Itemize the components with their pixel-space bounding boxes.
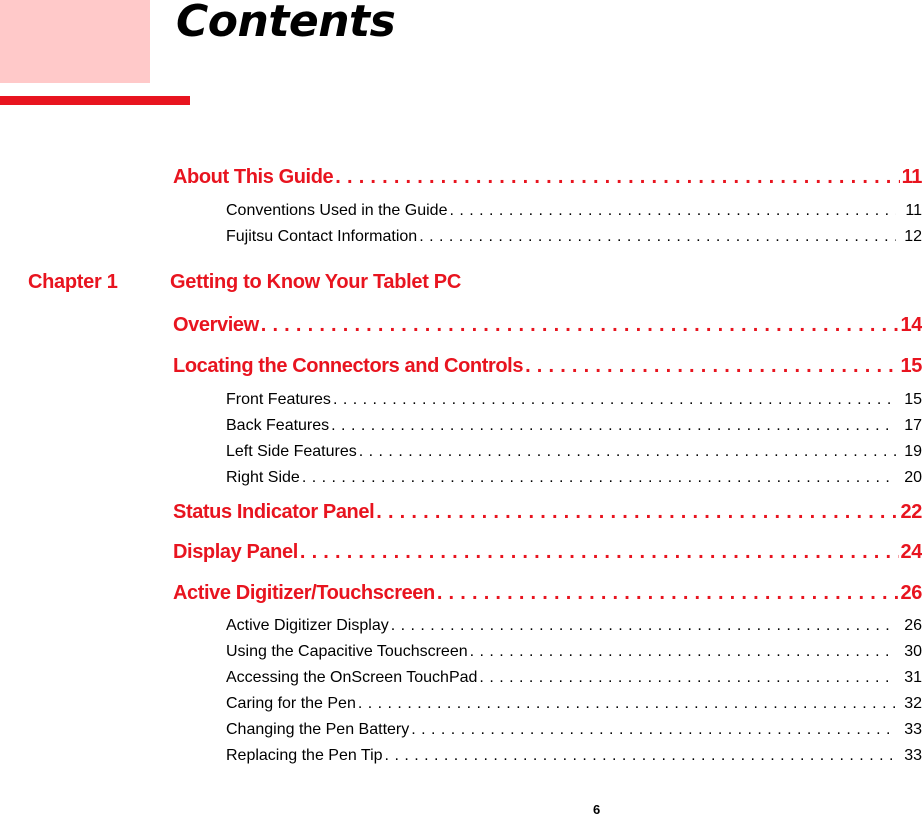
toc-entry-label: Locating the Connectors and Controls (173, 355, 524, 377)
dot-leader (470, 643, 896, 661)
toc-entry-page: 20 (904, 469, 922, 486)
dot-leader (261, 314, 899, 337)
chapter-heading[interactable] (28, 271, 461, 301)
toc-entry-right-side[interactable] (226, 469, 922, 493)
toc-entry-page: 30 (904, 643, 922, 660)
toc-entry-page: 12 (904, 228, 922, 245)
toc-entry-page: 19 (904, 443, 922, 460)
dot-leader (479, 669, 896, 687)
toc-entry-page: 17 (904, 417, 922, 434)
toc-entry-page: 11 (905, 202, 922, 219)
toc-entry-page: 15 (900, 355, 922, 377)
dot-leader (335, 166, 899, 189)
toc-entry-label: Accessing the OnScreen TouchPad (226, 669, 478, 686)
toc-entry-caring-for-pen[interactable] (226, 695, 922, 719)
toc-entry-page: 14 (900, 314, 922, 336)
dot-leader (333, 391, 896, 409)
toc-entry-back-features[interactable] (226, 417, 922, 441)
dot-leader (358, 695, 896, 713)
dot-leader (359, 443, 896, 461)
page-number: 6 (593, 802, 601, 817)
page-title: Contents (176, 0, 396, 47)
toc-entry-label: Conventions Used in the Guide (226, 202, 448, 219)
toc-entry-label: Replacing the Pen Tip (226, 747, 383, 764)
toc-entry-label: Active Digitizer Display (226, 617, 389, 634)
toc-entry-label: Front Features (226, 391, 331, 408)
toc-entry-page: 24 (900, 541, 922, 563)
dot-leader (385, 747, 896, 765)
toc-entry-page: 22 (900, 501, 922, 523)
toc-entry-label: Using the Capacitive Touchscreen (226, 643, 468, 660)
dot-leader (300, 541, 899, 564)
dot-leader (437, 582, 899, 605)
toc-entry-display-panel[interactable] (173, 541, 922, 569)
toc-entry-onscreen-touchpad[interactable] (226, 669, 922, 693)
toc-entry-page: 33 (904, 747, 922, 764)
toc-entry-conventions[interactable] (226, 202, 922, 226)
toc-entry-pen-battery[interactable] (226, 721, 922, 745)
toc-entry-locating-connectors[interactable] (173, 355, 922, 383)
toc-entry-label: Back Features (226, 417, 330, 434)
chapter-title: Getting to Know Your Tablet PC (170, 271, 461, 293)
dot-leader (391, 617, 896, 635)
toc-entry-label: Fujitsu Contact Information (226, 228, 418, 245)
toc-entry-about-this-guide[interactable] (173, 166, 922, 194)
dot-leader (449, 202, 896, 220)
toc-entry-capacitive-touchscreen[interactable] (226, 643, 922, 667)
dot-leader (411, 721, 896, 739)
toc-entry-status-indicator-panel[interactable] (173, 501, 922, 529)
toc-entry-page: 32 (904, 695, 922, 712)
toc-entry-active-digitizer-display[interactable] (226, 617, 922, 641)
toc-entry-page: 11 (901, 166, 922, 188)
toc-entry-label: Caring for the Pen (226, 695, 356, 712)
toc-entry-page: 31 (904, 669, 922, 686)
toc-entry-overview[interactable] (173, 314, 922, 342)
toc-entry-label: Status Indicator Panel (173, 501, 375, 523)
toc-entry-label: Left Side Features (226, 443, 357, 460)
toc-entry-page: 26 (904, 617, 922, 634)
toc-entry-pen-tip[interactable] (226, 747, 922, 771)
title-rule (0, 96, 190, 105)
chapter-number: Chapter 1 (28, 271, 118, 293)
dot-leader (525, 355, 898, 378)
toc-entry-active-digitizer-touchscreen[interactable] (173, 582, 922, 610)
toc-entry-front-features[interactable] (226, 391, 922, 415)
toc-entry-label: About This Guide (173, 166, 334, 188)
toc-entry-left-side-features[interactable] (226, 443, 922, 467)
toc-entry-label: Display Panel (173, 541, 298, 563)
toc-entry-label: Overview (173, 314, 259, 336)
toc-entry-page: 15 (904, 391, 922, 408)
toc-entry-label: Active Digitizer/Touchscreen (173, 582, 435, 604)
toc-entry-page: 33 (904, 721, 922, 738)
dot-leader (419, 228, 896, 246)
corner-accent-block (0, 0, 150, 83)
toc-entry-label: Changing the Pen Battery (226, 721, 410, 738)
toc-entry-page: 26 (900, 582, 922, 604)
toc-entry-label: Right Side (226, 469, 300, 486)
dot-leader (376, 501, 898, 524)
toc-entry-fujitsu-contact[interactable] (226, 228, 922, 252)
dot-leader (331, 417, 896, 435)
dot-leader (302, 469, 896, 487)
